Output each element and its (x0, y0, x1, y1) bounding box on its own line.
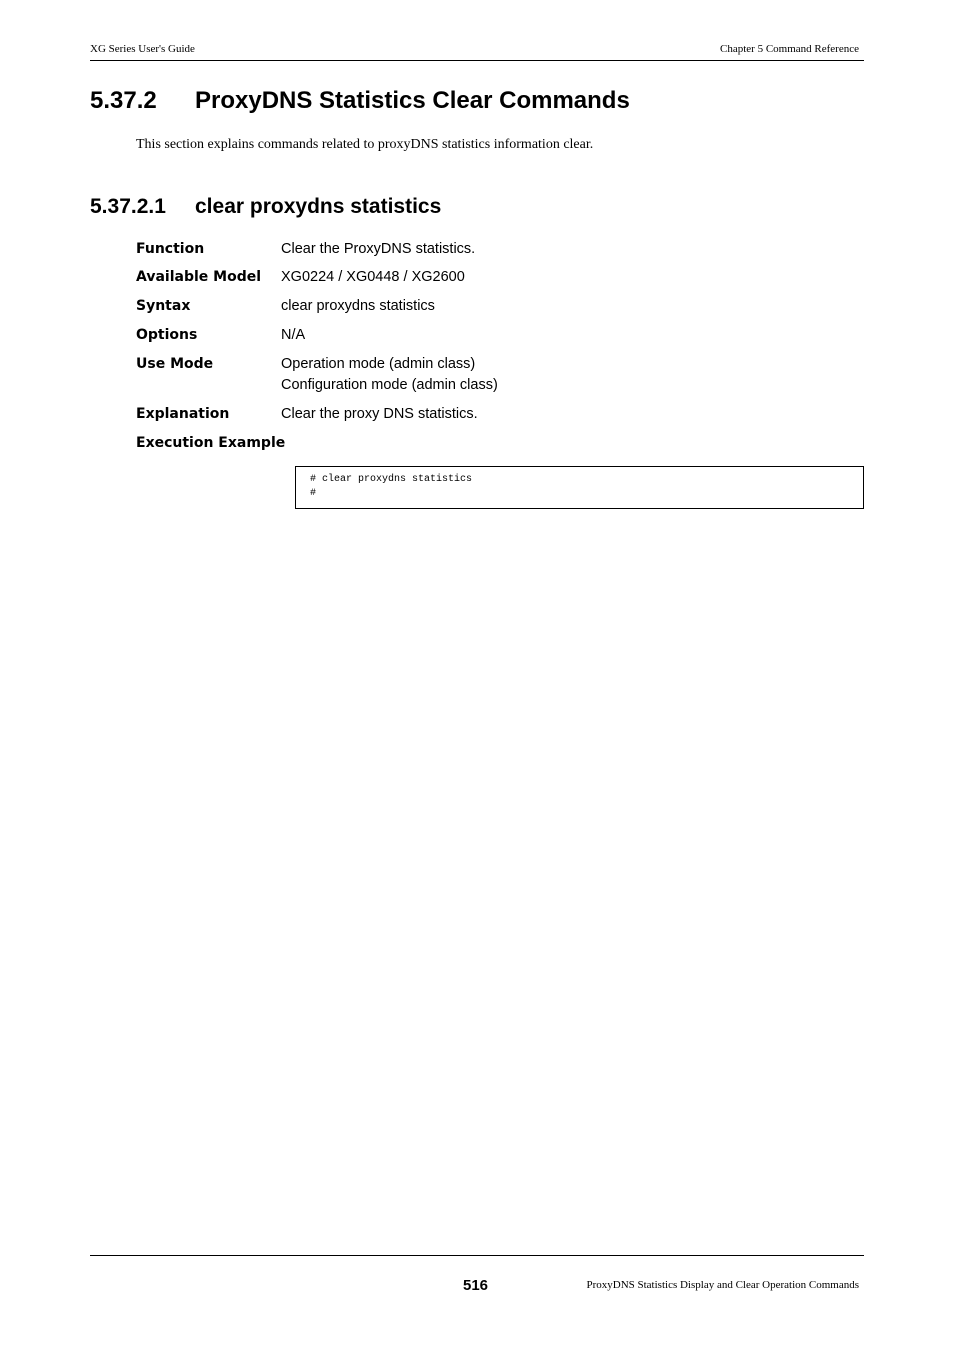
use-mode-line: Configuration mode (admin class) (281, 377, 498, 393)
field-label: Syntax (136, 298, 191, 314)
use-mode-line: Operation mode (admin class) (281, 356, 476, 372)
section-title: ProxyDNS Statistics Clear Commands (195, 87, 630, 114)
header-guide-title: XG Series User's Guide (90, 43, 195, 55)
field-label: Options (136, 327, 198, 343)
field-label: Function (136, 241, 205, 257)
subsection-number: 5.37.2.1 (90, 195, 166, 218)
execution-example-box (295, 466, 864, 509)
footer-section-title: ProxyDNS Statistics Display and Clear Operation Commands (586, 1279, 859, 1291)
field-value (281, 354, 498, 396)
section-number: 5.37.2 (90, 87, 157, 114)
field-value: Clear the proxy DNS statistics. (281, 406, 478, 422)
page-number: 516 (463, 1277, 489, 1294)
code-line: # (310, 488, 317, 499)
section-intro: This section explains commands related to proxyDNS statistics information clear. (136, 137, 594, 152)
field-label: Use Mode (136, 356, 214, 372)
subsection-title: clear proxydns statistics (195, 195, 442, 218)
header-chapter-title: Chapter 5 Command Reference (720, 43, 859, 55)
field-value: Clear the ProxyDNS statistics. (281, 241, 476, 257)
page-header (90, 42, 864, 61)
field-value: N/A (281, 327, 306, 343)
field-value: XG0224 / XG0448 / XG2600 (281, 269, 465, 285)
footer-rule (90, 1255, 864, 1256)
field-label: Available Model (136, 269, 262, 285)
subsection-heading (90, 193, 441, 221)
field-value: clear proxydns statistics (281, 298, 435, 314)
code-line: # clear proxydns statistics (310, 474, 473, 485)
code-block (310, 473, 472, 501)
section-heading (90, 86, 630, 116)
field-label: Execution Example (136, 435, 286, 451)
field-label: Explanation (136, 406, 230, 422)
